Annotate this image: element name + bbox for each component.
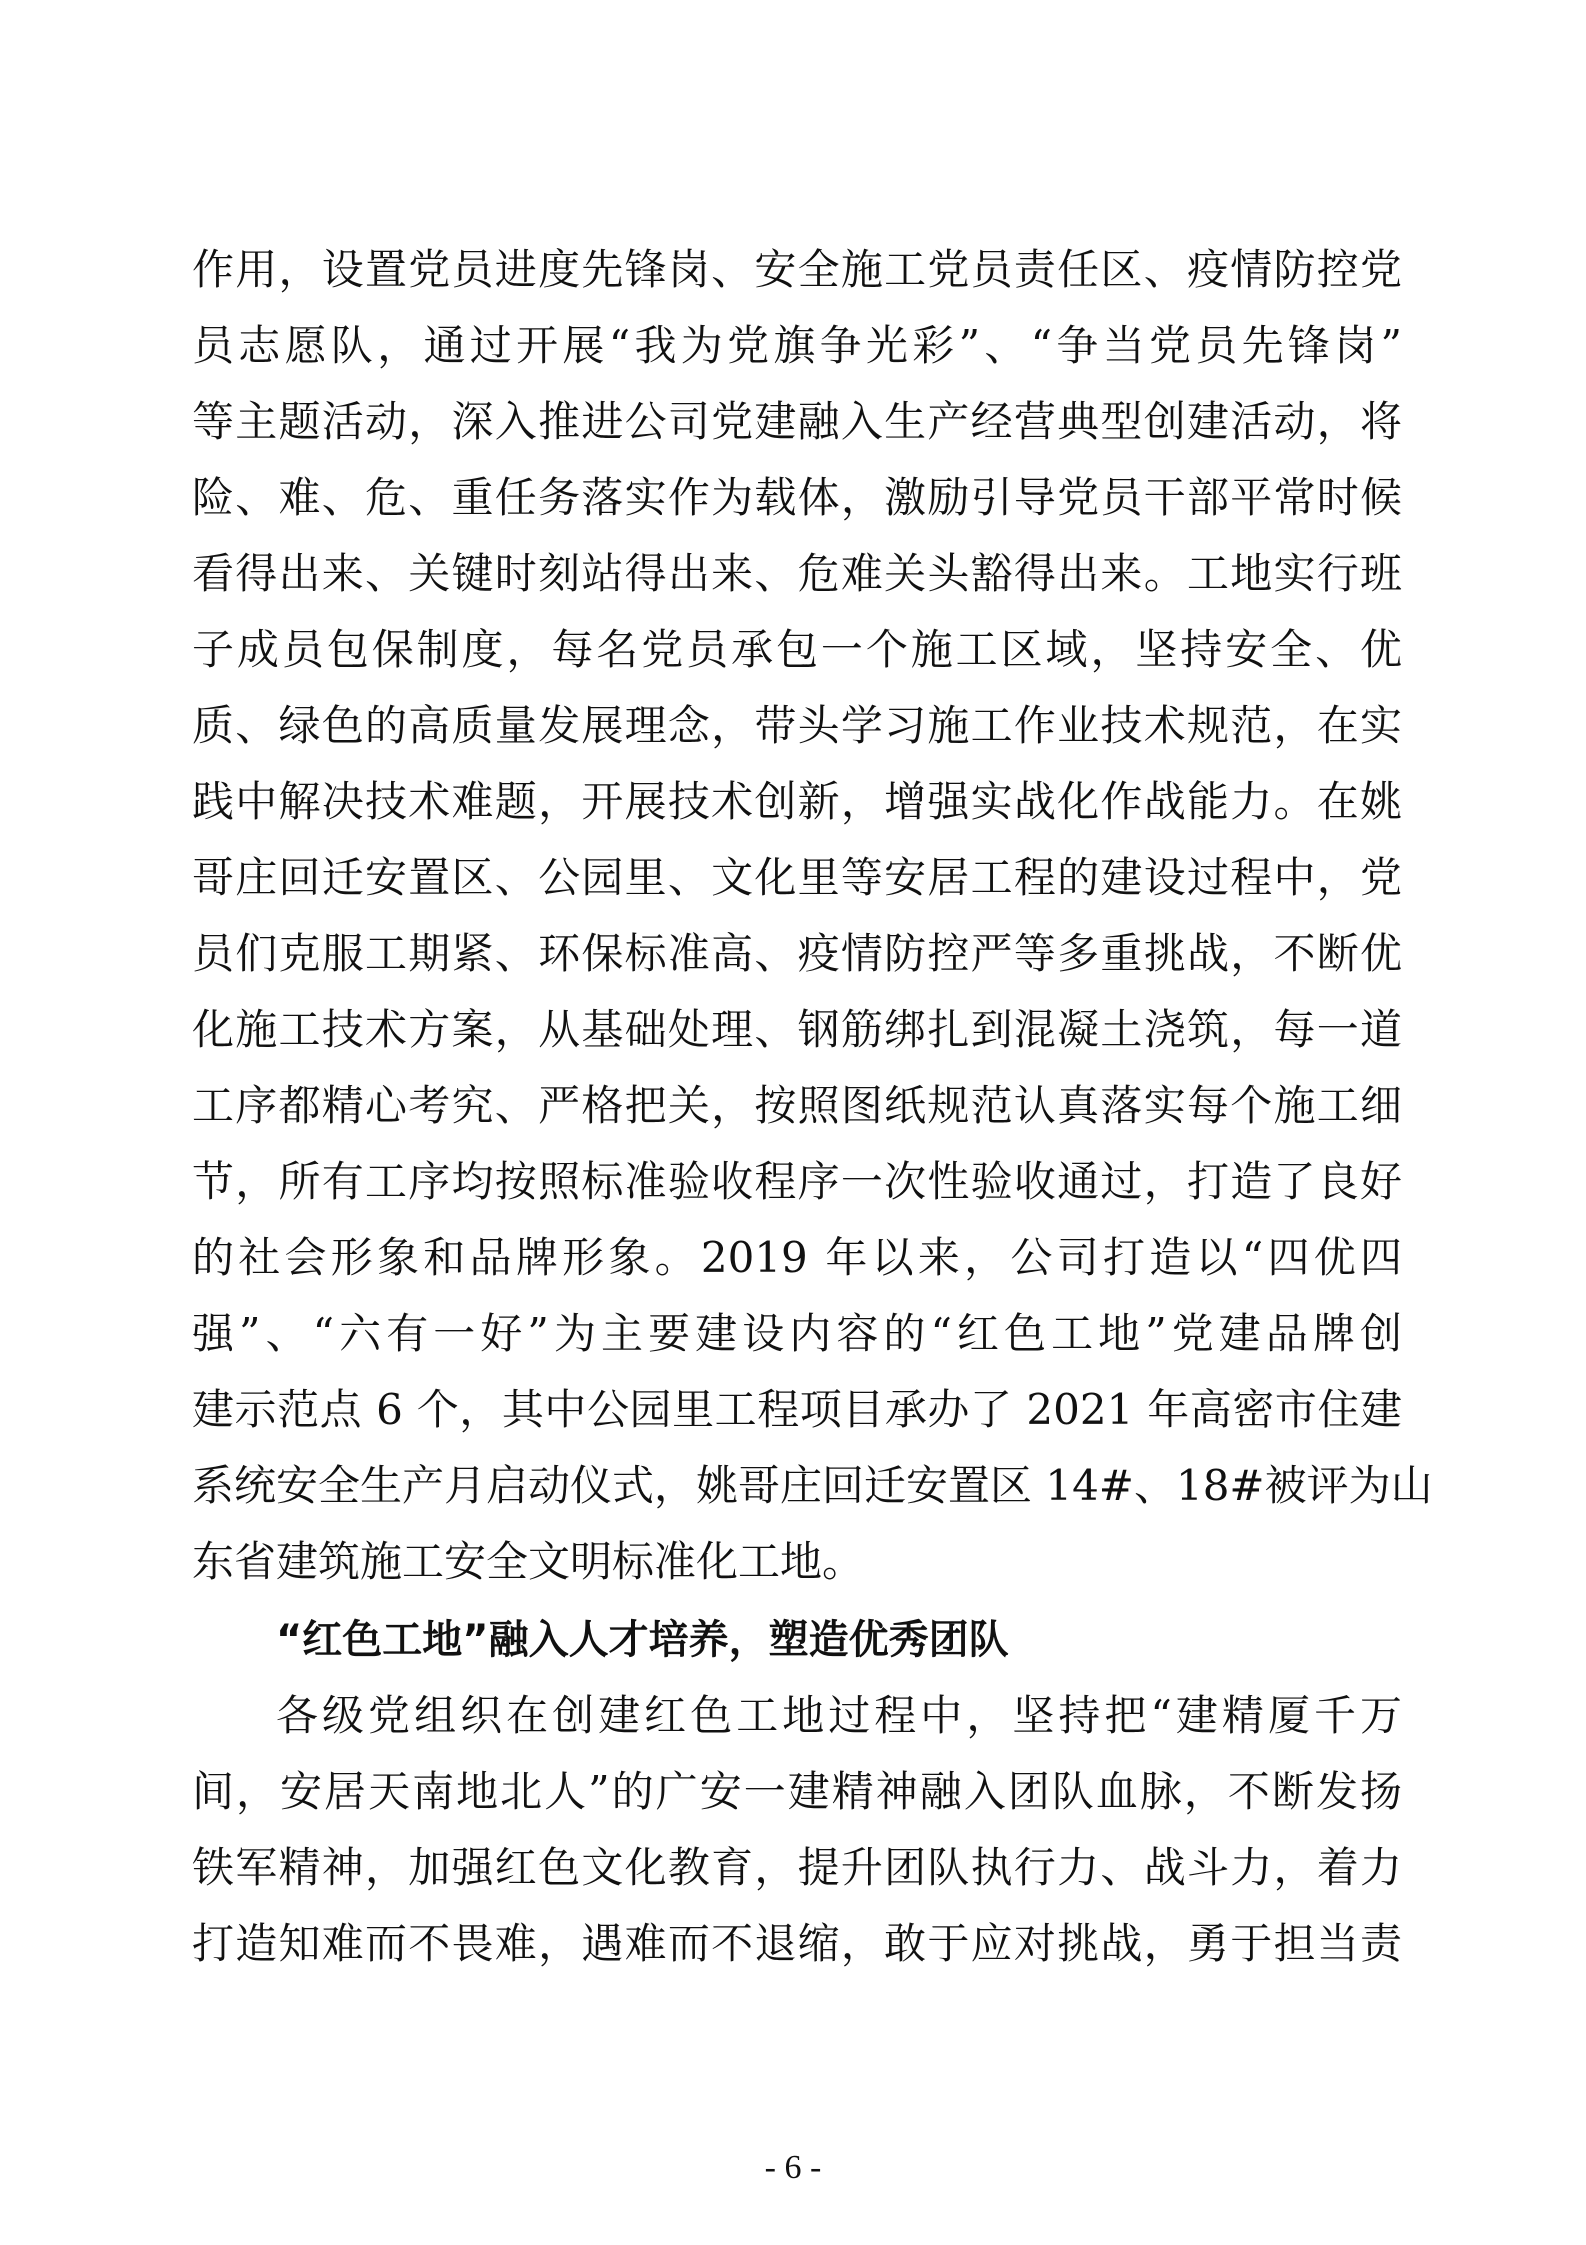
page-number: - 6 - bbox=[764, 2149, 822, 2186]
text-line: 打造知难而不畏难，遇难而不退缩，敢于应对挑战，勇于担当责 bbox=[192, 1919, 1402, 1968]
text-line: 等主题活动，深入推进公司党建融入生产经营典型创建活动，将 bbox=[192, 397, 1402, 446]
text-line: 系统安全生产月启动仪式，姚哥庄回迁安置区 14#、18#被评为山 bbox=[192, 1461, 1433, 1510]
text-line: 铁军精神，加强红色文化教育，提升团队执行力、战斗力，着力 bbox=[192, 1843, 1402, 1892]
text-line: 作用，设置党员进度先锋岗、安全施工党员责任区、疫情防控党 bbox=[192, 245, 1402, 294]
text-line: 员们克服工期紧、环保标准高、疫情防控严等多重挑战，不断优 bbox=[192, 929, 1402, 978]
text-line: 员志愿队，通过开展“我为党旗争光彩”、“争当党员先锋岗” bbox=[192, 321, 1402, 370]
text-line: 子成员包保制度，每名党员承包一个施工区域，坚持安全、优 bbox=[192, 625, 1402, 674]
text-line: 化施工技术方案，从基础处理、钢筋绑扎到混凝土浇筑，每一道 bbox=[192, 1005, 1402, 1054]
text-line: 工序都精心考究、严格把关，按照图纸规范认真落实每个施工细 bbox=[192, 1081, 1402, 1130]
text-line: 节，所有工序均按照标准验收程序一次性验收通过，打造了良好 bbox=[192, 1157, 1402, 1206]
text-line: 强”、“六有一好”为主要建设内容的“红色工地”党建品牌创 bbox=[192, 1309, 1402, 1358]
text-line: 的社会形象和品牌形象。2019 年以来，公司打造以“四优四 bbox=[192, 1233, 1402, 1282]
text-line: 建示范点 6 个，其中公园里工程项目承办了 2021 年高密市住建 bbox=[192, 1385, 1402, 1434]
text-line: 哥庄回迁安置区、公园里、文化里等安居工程的建设过程中，党 bbox=[192, 853, 1402, 902]
text-line: 看得出来、关键时刻站得出来、危难关头豁得出来。工地实行班 bbox=[192, 549, 1402, 598]
text-line: 质、绿色的高质量发展理念，带头学习施工作业技术规范，在实 bbox=[192, 701, 1402, 750]
text-line: 践中解决技术难题，开展技术创新，增强实战化作战能力。在姚 bbox=[192, 777, 1402, 826]
text-line: 间，安居天南地北人”的广安一建精神融入团队血脉，不断发扬 bbox=[192, 1767, 1402, 1816]
section-heading: “红色工地”融入人才培养，塑造优秀团队 bbox=[276, 1617, 1009, 1663]
text-line: 各级党组织在创建红色工地过程中，坚持把“建精厦千万 bbox=[276, 1691, 1402, 1740]
text-line: 东省建筑施工安全文明标准化工地。 bbox=[192, 1537, 865, 1586]
text-line: 险、难、危、重任务落实作为载体，激励引导党员干部平常时候 bbox=[192, 473, 1402, 522]
